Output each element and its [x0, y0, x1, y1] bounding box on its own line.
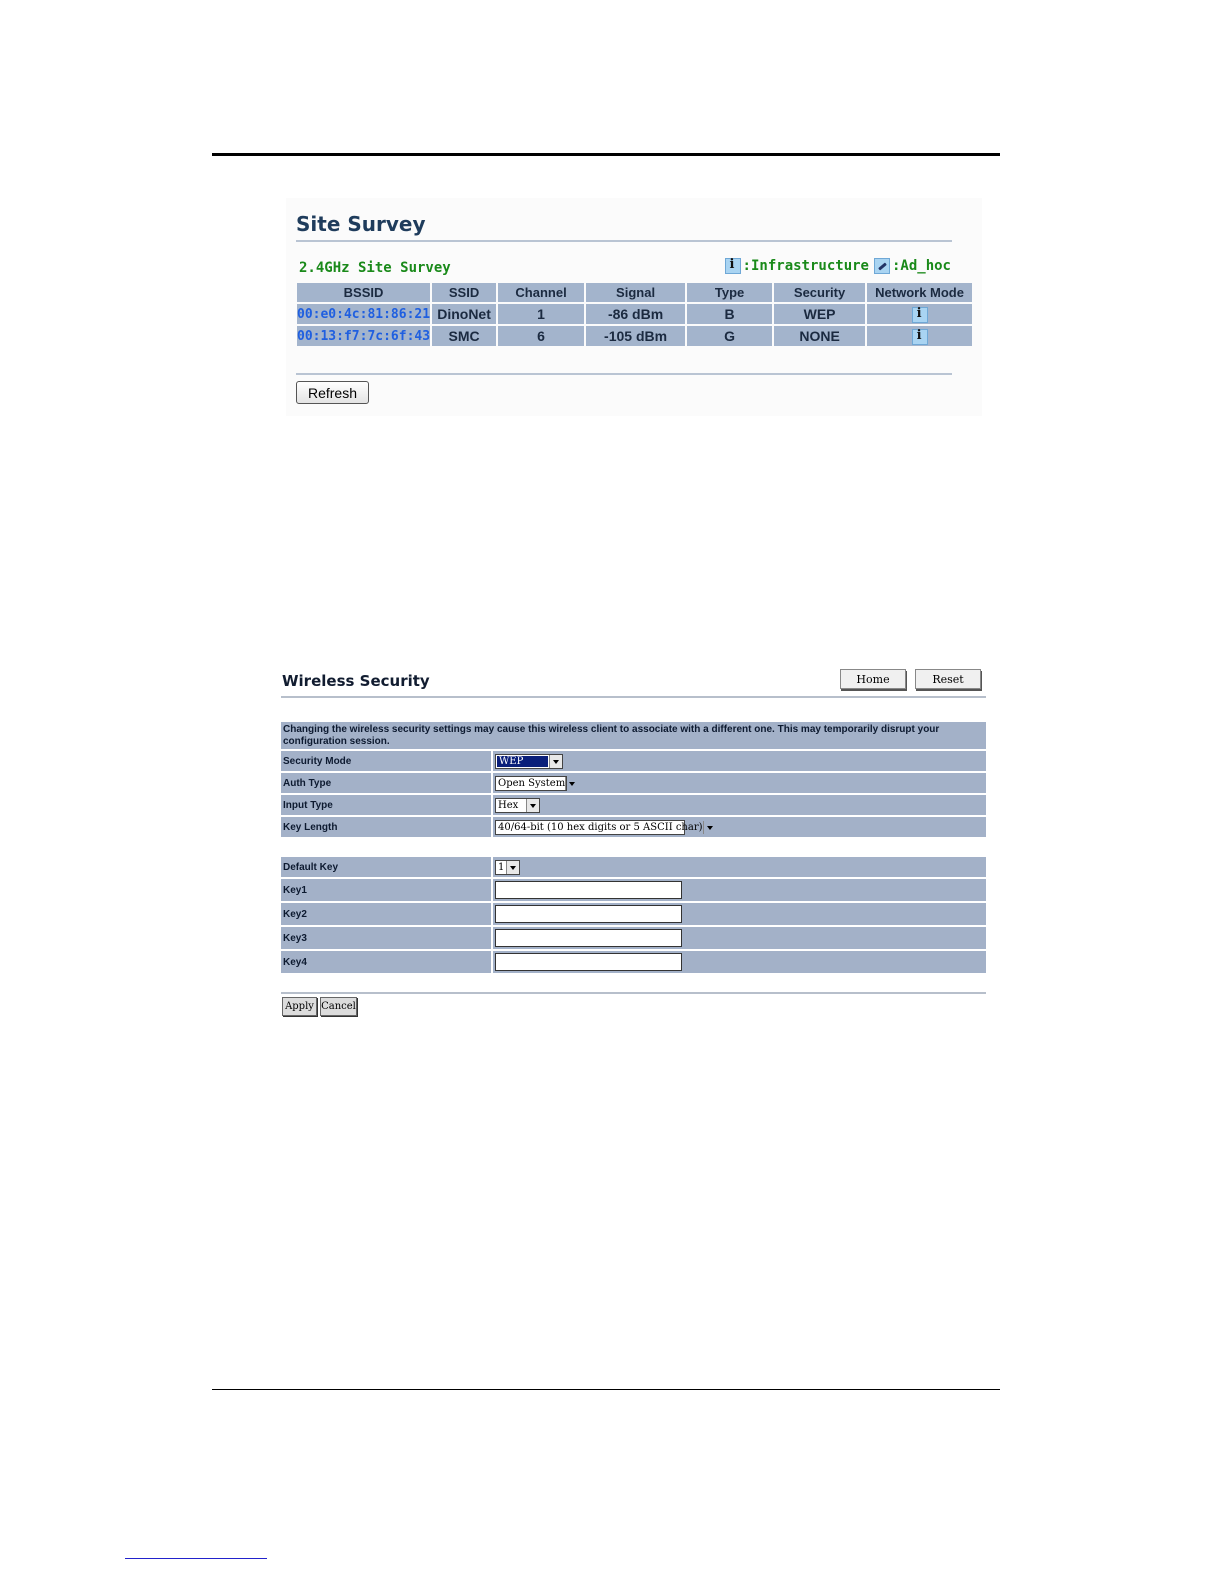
default-key-value-cell [493, 857, 986, 877]
chevron-down-icon [549, 755, 562, 768]
column-header-bssid: BSSID [297, 283, 430, 302]
key3-input[interactable] [495, 929, 682, 947]
auth-type-value-cell [493, 773, 986, 793]
key1-label: Key1 [281, 879, 491, 901]
column-header-security: Security [774, 283, 865, 302]
bssid-link[interactable]: 00:e0:4c:81:86:21 [297, 304, 430, 324]
key3-label: Key3 [281, 927, 491, 949]
auth-type-selected: Open System [498, 777, 566, 789]
security-settings-block [281, 722, 986, 839]
key-length-select[interactable] [495, 820, 703, 835]
ssid-cell: DinoNet [432, 304, 496, 324]
wireless-security-title-rule [281, 696, 986, 698]
legend-adhoc-label: :Ad_hoc [891, 258, 951, 274]
column-header-type: Type [687, 283, 772, 302]
network-mode-cell [867, 304, 972, 324]
auth-type-row [281, 773, 986, 793]
channel-cell: 6 [498, 326, 584, 346]
chevron-down-icon [565, 777, 566, 790]
refresh-button[interactable]: Refresh [296, 381, 369, 404]
default-key-row [281, 857, 986, 877]
footnote-rule [125, 1558, 267, 1559]
key4-input[interactable] [495, 953, 682, 971]
page-footer-rule [212, 1389, 1000, 1390]
input-type-value-cell [493, 795, 986, 815]
key4-label: Key4 [281, 951, 491, 973]
key2-label: Key2 [281, 903, 491, 925]
security-cell: NONE [774, 326, 865, 346]
key3-row [281, 927, 986, 949]
default-key-select[interactable] [495, 860, 520, 875]
infrastructure-icon [725, 258, 741, 274]
auth-type-select[interactable] [495, 776, 567, 791]
key1-row [281, 879, 986, 901]
key-length-value-cell [493, 817, 986, 837]
signal-cell: -105 dBm [586, 326, 685, 346]
infrastructure-icon [912, 329, 928, 345]
chevron-down-icon [526, 799, 539, 812]
key-length-row [281, 817, 986, 837]
site-survey-table [295, 281, 974, 348]
security-mode-row [281, 751, 986, 771]
type-cell: B [687, 304, 772, 324]
security-notice: Changing the wireless security settings may cause this wireless client to associate with a different one. This may temporarily disrupt your configuration session. [281, 722, 986, 749]
default-key-label: Default Key [281, 857, 491, 877]
bssid-link[interactable]: 00:13:f7:7c:6f:43 [297, 326, 430, 346]
key2-row [281, 903, 986, 925]
network-mode-cell [867, 326, 972, 346]
legend-infrastructure-label: :Infrastructure [742, 258, 869, 274]
key4-row [281, 951, 986, 973]
auth-type-label: Auth Type [281, 773, 491, 793]
infrastructure-icon [912, 307, 928, 323]
input-type-label: Input Type [281, 795, 491, 815]
apply-button[interactable]: Apply [282, 997, 317, 1016]
site-survey-bottom-rule [296, 373, 952, 375]
page-header-rule [212, 153, 1000, 156]
security-cell: WEP [774, 304, 865, 324]
ssid-cell: SMC [432, 326, 496, 346]
column-header-ssid: SSID [432, 283, 496, 302]
default-key-selected: 1 [498, 861, 505, 873]
table-row [297, 326, 972, 346]
signal-cell: -86 dBm [586, 304, 685, 324]
key1-input[interactable] [495, 881, 682, 899]
key1-value-cell [493, 879, 986, 901]
home-button[interactable]: Home [840, 669, 906, 689]
security-mode-select[interactable] [495, 754, 563, 769]
wireless-security-title: Wireless Security [282, 672, 430, 690]
key-length-selected: 40/64-bit (10 hex digits or 5 ASCII char) [498, 821, 703, 833]
key-settings-block [281, 857, 986, 975]
adhoc-icon [874, 258, 890, 274]
key-length-label: Key Length [281, 817, 491, 837]
input-type-row [281, 795, 986, 815]
channel-cell: 1 [498, 304, 584, 324]
reset-button[interactable]: Reset [915, 669, 981, 689]
column-header-channel: Channel [498, 283, 584, 302]
table-header-row [297, 283, 972, 302]
security-mode-label: Security Mode [281, 751, 491, 771]
security-mode-selected: WEP [497, 756, 548, 767]
network-mode-legend [725, 258, 951, 274]
input-type-selected: Hex [498, 799, 519, 811]
site-survey-title: Site Survey [296, 212, 426, 236]
band-label: 2.4GHz Site Survey [299, 260, 451, 276]
input-type-select[interactable] [495, 798, 540, 813]
site-survey-title-rule [296, 240, 952, 242]
key2-value-cell [493, 903, 986, 925]
table-row [297, 304, 972, 324]
key3-value-cell [493, 927, 986, 949]
key4-value-cell [493, 951, 986, 973]
cancel-button[interactable]: Cancel [320, 997, 357, 1016]
type-cell: G [687, 326, 772, 346]
chevron-down-icon [506, 861, 519, 874]
key2-input[interactable] [495, 905, 682, 923]
wireless-security-bottom-rule [281, 992, 986, 994]
column-header-signal: Signal [586, 283, 685, 302]
security-mode-value-cell [493, 751, 986, 771]
column-header-network-mode: Network Mode [867, 283, 972, 302]
chevron-down-icon [703, 821, 704, 834]
